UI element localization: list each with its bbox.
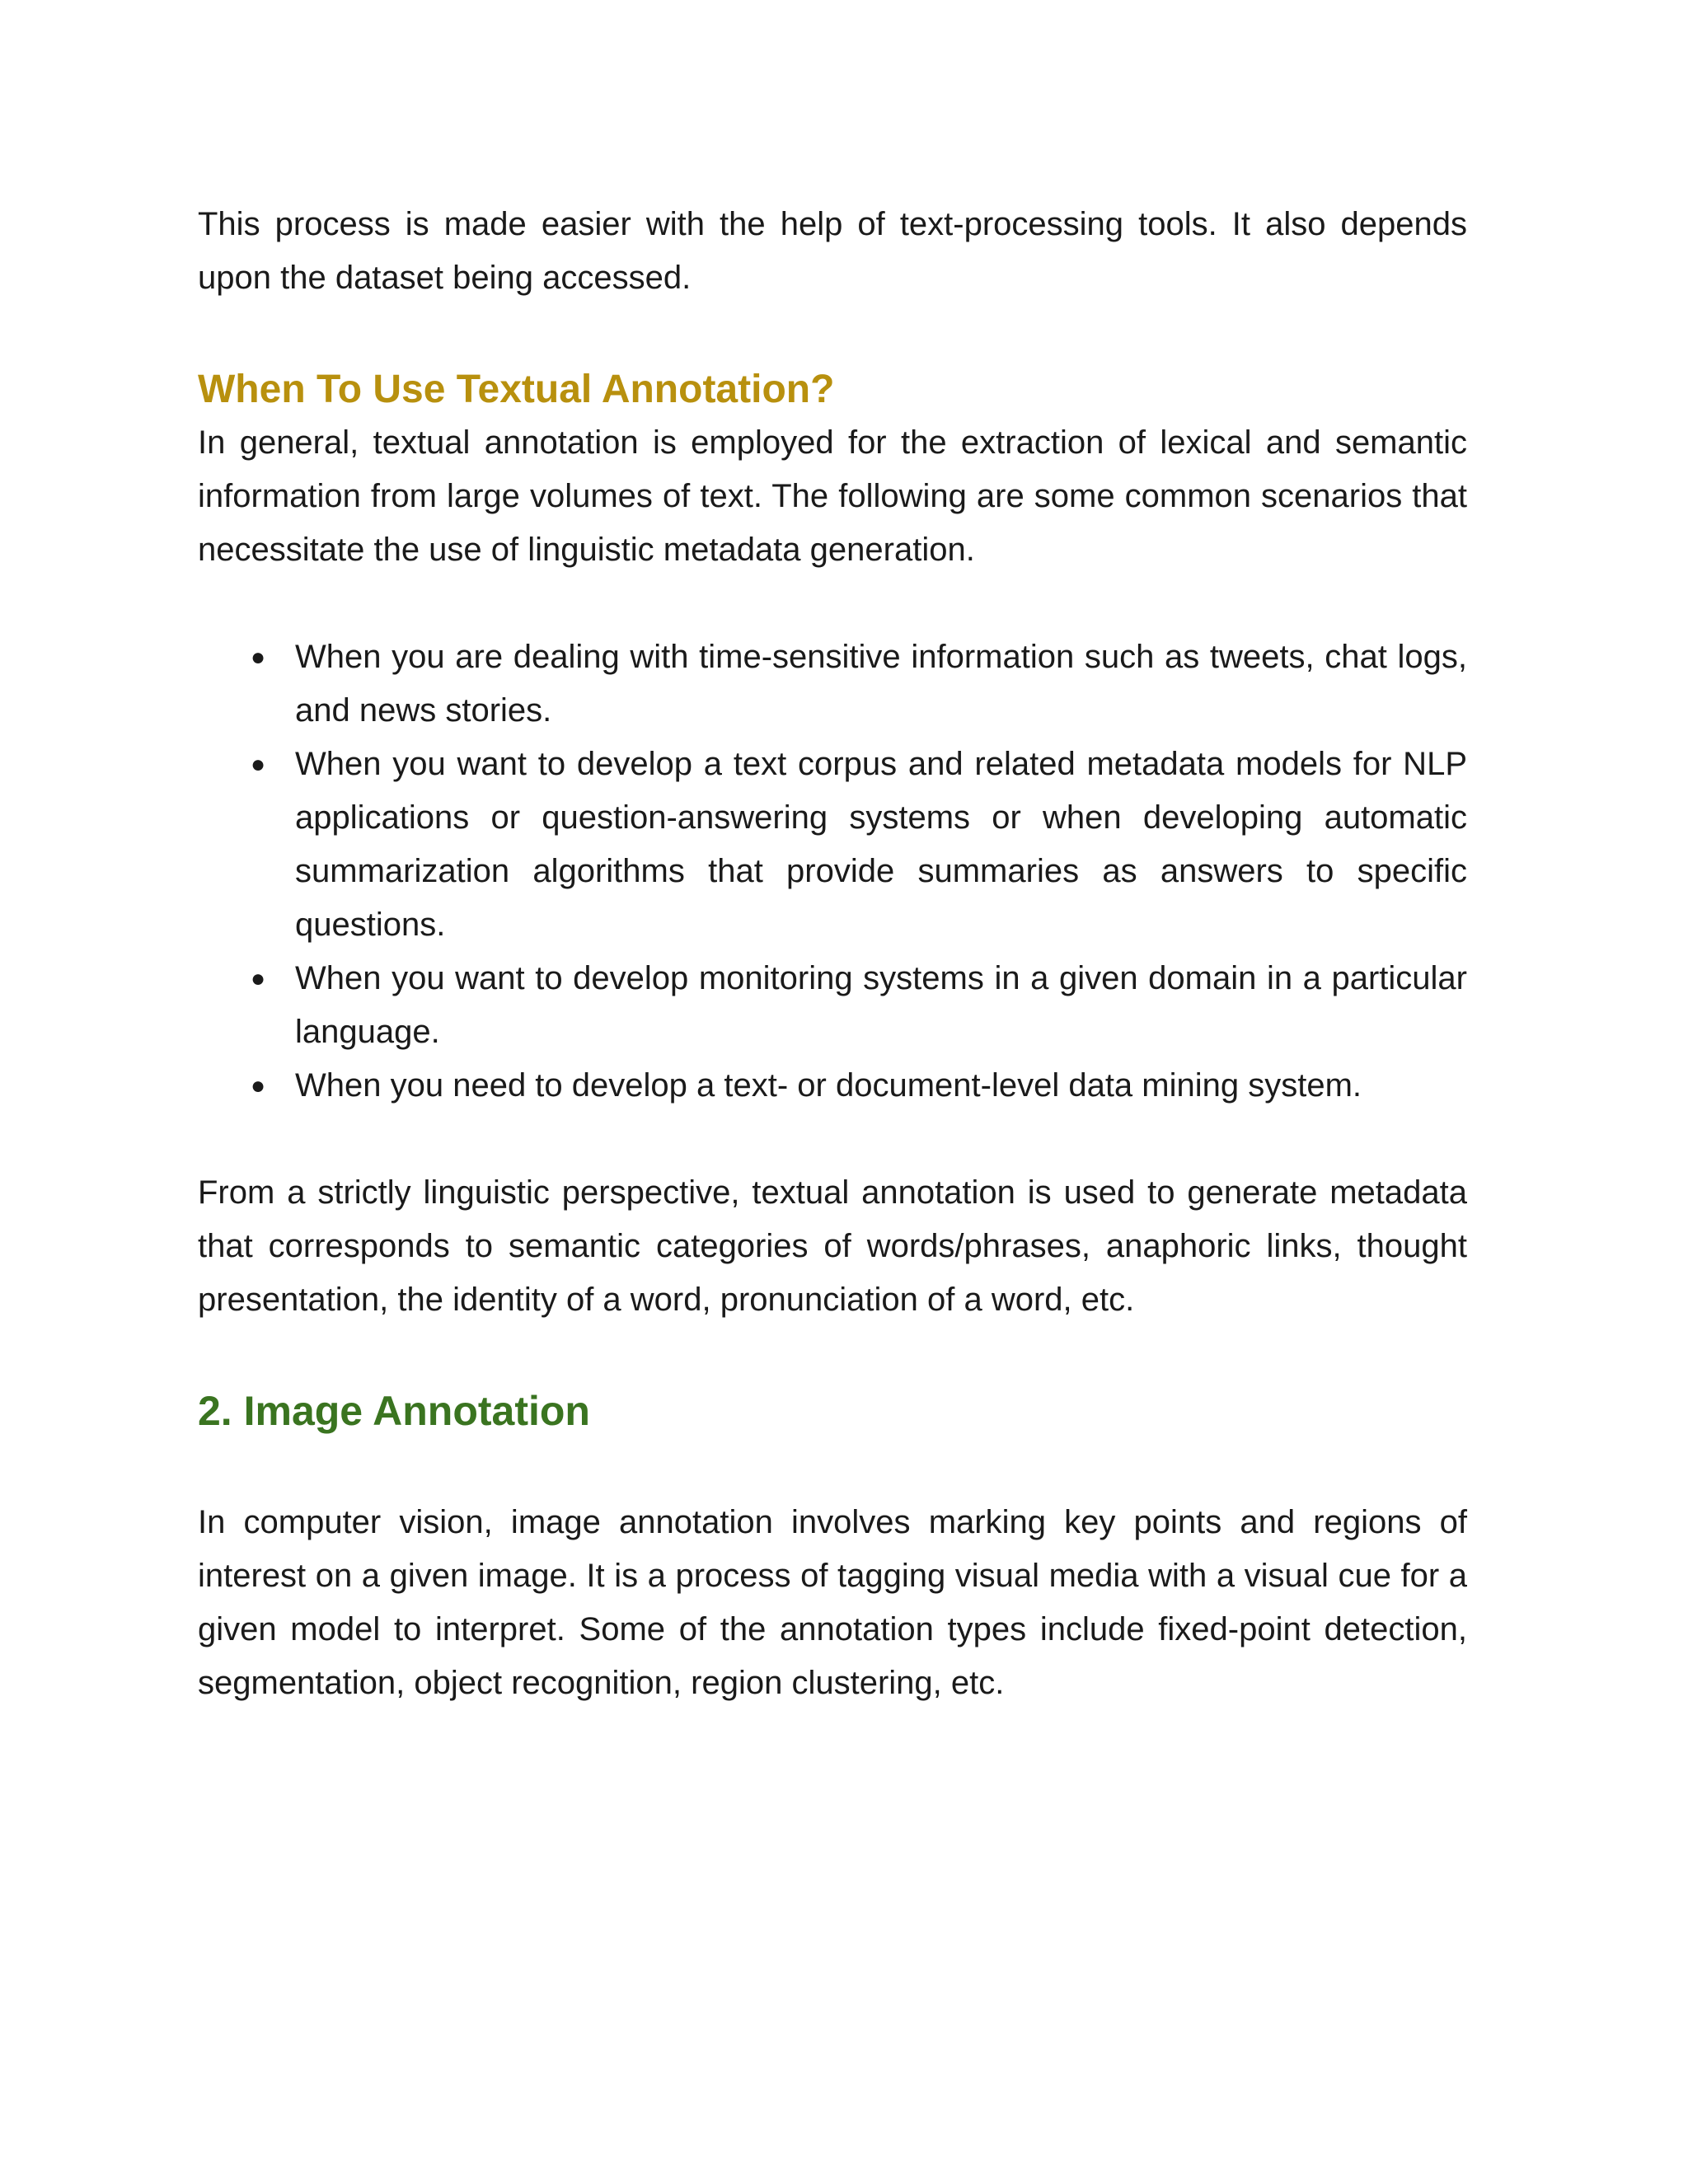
textual-annotation-paragraph: In general, textual annotation is employed for the extraction of lexical and semantic information from large volumes of text. The following are some common scenarios that necessitate the use of linguistic metadata generation.	[198, 424, 1467, 568]
linguistic-perspective-paragraph: From a strictly linguistic perspective, textual annotation is used to generate metadata that corresponds to semantic categories of words/phrases, anaphoric links, thought presentation, the identity of a word, pronunciation of a word, etc.	[198, 1174, 1467, 1318]
bullet-icon: ●	[251, 965, 266, 992]
usage-bullet-list	[198, 630, 1467, 1113]
intro-paragraph: This process is made easier with the help of text-processing tools. It also depends upon the dataset being accessed.	[198, 206, 1467, 296]
list-item-text: When you are dealing with time-sensitive information such as tweets, chat logs, and news stories.	[295, 639, 1467, 729]
list-item	[198, 738, 1467, 952]
image-annotation-heading: 2. Image Annotation	[198, 1388, 590, 1434]
list-item	[198, 1059, 1467, 1113]
bullet-icon: ●	[251, 1072, 266, 1099]
bullet-icon: ●	[251, 751, 266, 778]
image-annotation-paragraph: In computer vision, image annotation involves marking key points and regions of interest on a given image. It is a process of tagging visual media with a visual cue for a given model to interpret. Some of the annotation types include fixed-point detection, segmentation, object recognition, region clustering, etc.	[198, 1504, 1467, 1701]
list-item-text: When you need to develop a text- or document-level data mining system.	[295, 1067, 1362, 1104]
list-item-text: When you want to develop monitoring systems in a given domain in a particular language.	[295, 960, 1467, 1050]
list-item	[198, 952, 1467, 1059]
list-item-text: When you want to develop a text corpus and related metadata models for NLP applications or question-answering systems or when developing automatic summarization algorithms that provide summaries as answers to specific questions.	[295, 746, 1467, 943]
list-item	[198, 630, 1467, 738]
bullet-icon: ●	[251, 644, 266, 671]
document-page	[198, 198, 1467, 1710]
textual-annotation-heading: When To Use Textual Annotation?	[198, 368, 835, 411]
